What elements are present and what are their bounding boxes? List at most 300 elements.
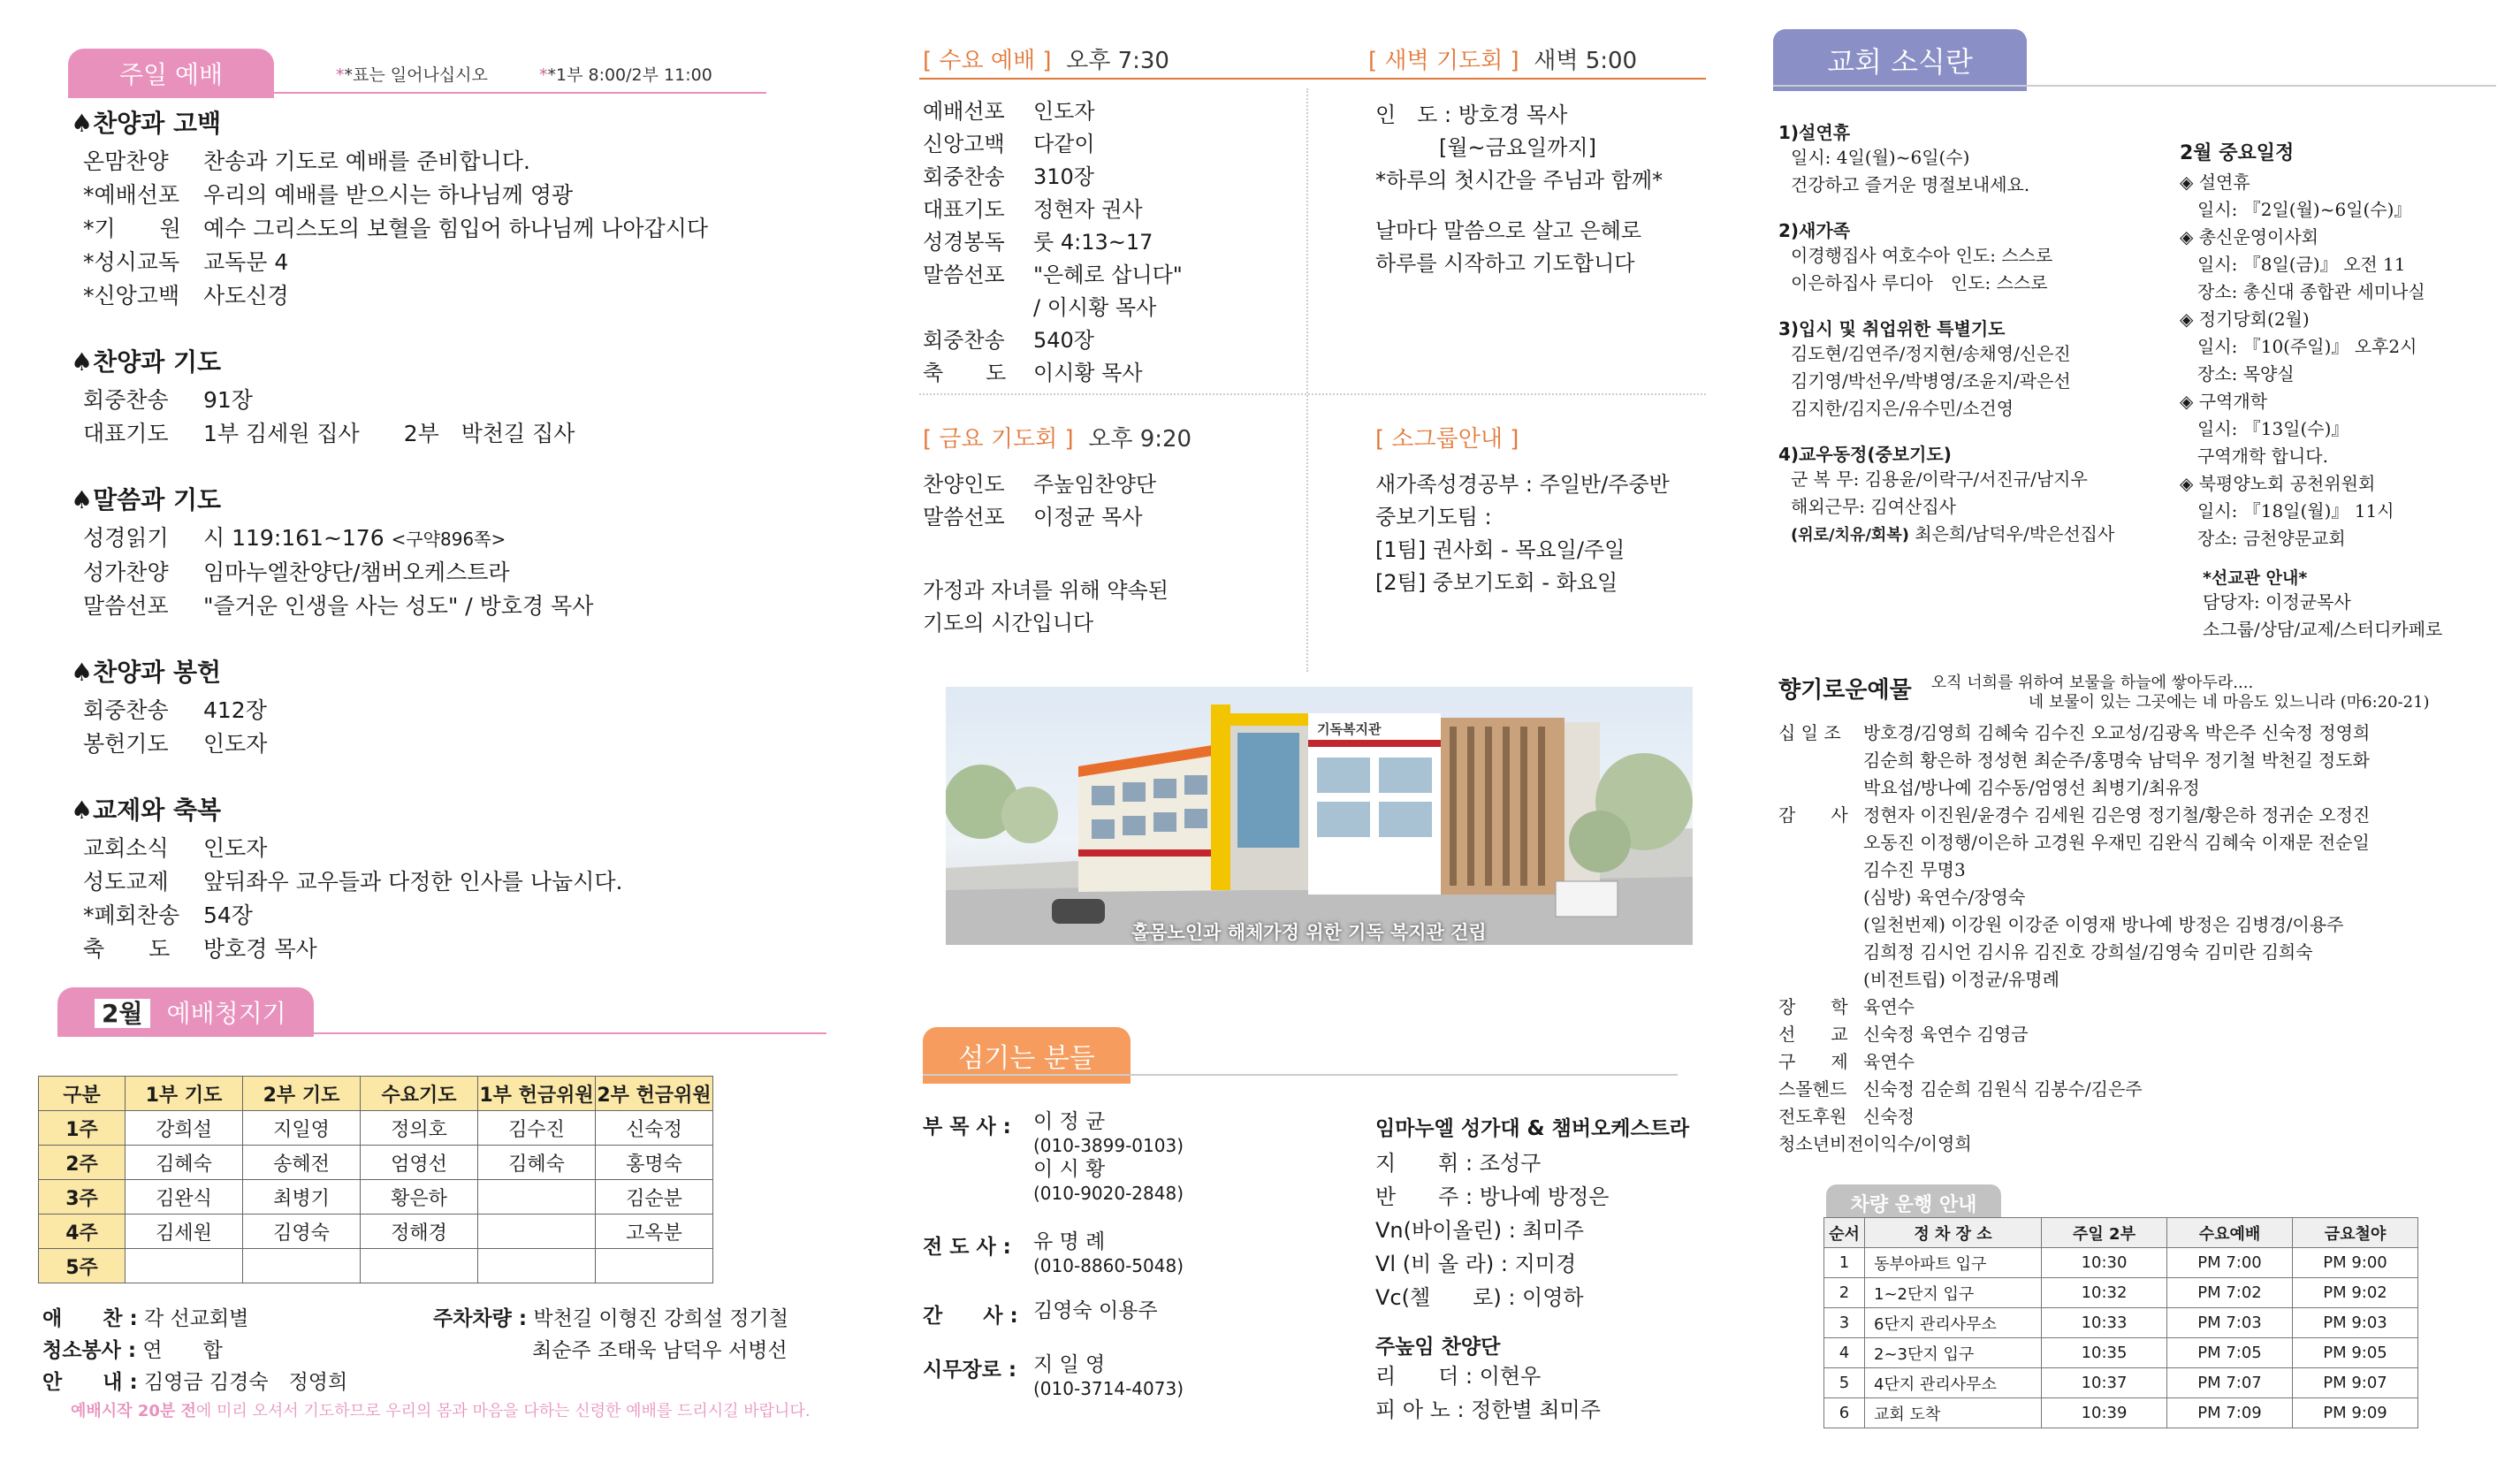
order-key: *성시교독	[83, 249, 180, 275]
bus-cell: 5	[1824, 1368, 1865, 1398]
table-header: 2부 기도	[243, 1077, 361, 1111]
table-row	[39, 1249, 713, 1283]
bus-cell: PM 7:09	[2167, 1398, 2293, 1428]
schedule-line: 일시: 『13일(수)』	[2180, 418, 2349, 439]
smallgroup-info	[1375, 468, 1670, 599]
order-value-text: 찬송과 기도로 예배를 준비합니다.	[203, 148, 530, 174]
order-value	[203, 384, 778, 417]
offering-value: 김순희 황은하 정성현 최순주/홍명숙 남덕우 정기철 박천길 정도화	[1863, 750, 2370, 771]
order-key: 말씀선포	[923, 505, 1005, 529]
offering-row	[1778, 884, 2512, 911]
bus-cell: 6	[1824, 1398, 1865, 1428]
news-line: 군 복 무: 김용윤/이락구/서진규/남지우	[1791, 468, 2088, 490]
staff-phone: (010-3899-0103)	[1033, 1135, 1184, 1156]
schedule-table	[38, 1076, 713, 1283]
offering-key: 장 학	[1778, 996, 1848, 1017]
order-value-text: 시 119:161~176	[203, 525, 384, 551]
order-key: 성경봉독	[923, 230, 1005, 255]
stand-note: **표는 일어나십시오	[336, 65, 488, 85]
offering-key: 스몰헨드	[1778, 1078, 1847, 1100]
section-title: ♠말씀과 기도	[71, 485, 222, 514]
order-row	[71, 279, 778, 313]
schedule-line: 장소: 총신대 종합관 세미나실	[2180, 281, 2425, 302]
order-row	[71, 212, 778, 246]
section-title: ♠교제와 축복	[71, 796, 222, 825]
dawn-info	[1375, 99, 1663, 280]
bottom-note	[71, 1398, 811, 1421]
offering-block	[1778, 672, 2512, 1158]
bus-header: 차량 운행 안내	[1826, 1184, 2001, 1222]
bus-row	[1824, 1368, 2418, 1398]
order-key: 대표기도	[923, 197, 1005, 222]
table-cell: 김영숙	[243, 1215, 361, 1249]
dawn-line: *하루의 첫시간을 주님과 함께*	[1375, 168, 1664, 193]
staff-list	[923, 1110, 1184, 1426]
offering-value: 신숙정	[1863, 1106, 1915, 1127]
order-row	[923, 194, 1183, 226]
staff-names	[1033, 1110, 1184, 1206]
sunday-service-header: 주일 예배	[68, 49, 274, 98]
table-cell: 지일영	[243, 1111, 361, 1146]
offering-value: (비전트립) 이정균/유명례	[1863, 969, 2059, 990]
bus-cell: PM 9:03	[2293, 1308, 2418, 1338]
order-key: 축 도	[923, 361, 1007, 385]
bus-header-cell: 정 차 장 소	[1865, 1218, 2042, 1248]
staff-role: 간 사 :	[923, 1305, 1018, 1328]
choir-line: 반 주 : 방나예 방정은	[1375, 1184, 1610, 1209]
offering-key: 십 일 조	[1778, 722, 1841, 743]
order-key: 교회소식	[83, 835, 169, 861]
news-title: 1)설연휴	[1778, 122, 1851, 143]
table-row	[39, 1180, 713, 1215]
order-row	[71, 522, 778, 556]
bus-cell: 1	[1824, 1248, 1865, 1278]
bus-cell: PM 9:00	[2293, 1248, 2418, 1278]
order-value-text: 사도신경	[203, 283, 289, 308]
table-cell: 신숙정	[596, 1111, 713, 1146]
order-value: / 이시황 목사	[1033, 295, 1157, 320]
section-title: ♠찬양과 봉헌	[71, 658, 222, 687]
table-cell	[596, 1249, 713, 1283]
month-label-tab	[57, 987, 314, 1037]
offering-row	[1778, 966, 2512, 994]
schedule-line: 구역개학 합니다.	[2180, 445, 2328, 467]
order-row	[923, 226, 1183, 259]
schedule-line: 일시: 『8일(금)』 오전 11	[2180, 254, 2406, 275]
news-header: 교회 소식란	[1773, 29, 2027, 91]
order-key: *예배선포	[83, 182, 180, 208]
news-text: 최은희/남덕우/박은선집사	[1908, 523, 2115, 544]
table-cell	[126, 1249, 243, 1283]
choir-line: Vc(첼 로) : 이영하	[1375, 1285, 1584, 1310]
order-key: 신앙고백	[923, 132, 1005, 156]
dawn-line: [월~금요일까지]	[1375, 135, 1596, 160]
table-cell: 김순분	[596, 1180, 713, 1215]
offering-value: 김수진 무명3	[1863, 859, 1966, 880]
news-bold: (위로/치유/회복)	[1791, 526, 1909, 544]
choir-line: Vl (비 올 라) : 지미경	[1375, 1252, 1577, 1276]
bus-cell: PM 7:05	[2167, 1338, 2293, 1368]
bus-header-cell: 금요철야	[2293, 1218, 2418, 1248]
offering-row	[1778, 747, 2512, 774]
offering-row	[1778, 1131, 2512, 1158]
offering-key	[1778, 884, 1863, 911]
order-row	[71, 865, 778, 899]
staff-name: 김영숙 이용주	[1033, 1299, 1158, 1322]
order-key: 축 도	[83, 936, 171, 962]
praise-line: 피 아 노 : 정한별 최미주	[1375, 1397, 1601, 1422]
bus-row	[1824, 1398, 2418, 1428]
order-row	[71, 727, 778, 761]
bus-cell: 동부아파트 입구	[1865, 1248, 2042, 1278]
smallgroup-line: [1팀] 권사회 - 목요일/주일	[1375, 537, 1625, 562]
dawn-line	[1375, 197, 1663, 215]
smallgroup-line: 새가족성경공부 : 주일반/주중반	[1375, 472, 1670, 497]
schedule-table-wrap	[38, 1076, 713, 1283]
order-value-text: 91장	[203, 387, 253, 413]
bus-cell: 교회 도착	[1865, 1398, 2042, 1428]
table-cell: 엄영선	[361, 1146, 478, 1180]
order-row	[923, 128, 1183, 161]
order-value	[203, 212, 778, 246]
bus-cell: PM 9:05	[2293, 1338, 2418, 1368]
dawn-line: 날마다 말씀으로 살고 은혜로	[1375, 218, 1642, 243]
bus-cell: 4	[1824, 1338, 1865, 1368]
order-key: 말씀선포	[83, 593, 169, 619]
order-key: *폐회찬송	[83, 902, 180, 928]
dawn-line: 인 도 : 방호경 목사	[1375, 103, 1568, 127]
order-value-text: 우리의 예배를 받으시는 하나님께 영광	[203, 182, 574, 208]
wed-order	[923, 95, 1183, 390]
role-key: 청소봉사 :	[42, 1339, 137, 1362]
bus-cell: 4단지 관리사무소	[1865, 1368, 2042, 1398]
offering-row	[1778, 720, 2512, 747]
order-value	[203, 246, 778, 279]
table-row	[39, 1215, 713, 1249]
order-key: *기 원	[83, 216, 181, 241]
table-row	[39, 1111, 713, 1146]
order-row	[71, 417, 778, 451]
order-value	[203, 933, 778, 966]
offering-key	[1778, 774, 1863, 802]
order-key: 대표기도	[83, 421, 169, 446]
offering-key: 선 교	[1778, 1024, 1848, 1045]
order-key: 성경읽기	[83, 525, 169, 551]
bus-row	[1824, 1248, 2418, 1278]
service-roles	[42, 1303, 347, 1398]
offering-key	[1778, 911, 1863, 939]
offering-key	[1778, 747, 1863, 774]
order-value-text: 교독문 4	[203, 249, 289, 275]
table-cell: 고옥분	[596, 1215, 713, 1249]
bus-cell: 10:35	[2042, 1338, 2167, 1368]
bus-cell: PM 9:07	[2293, 1368, 2418, 1398]
order-row	[71, 179, 778, 212]
schedule-line: ◈ 설연휴	[2180, 171, 2250, 193]
offering-row	[1778, 829, 2512, 857]
bus-cell: 10:32	[2042, 1278, 2167, 1308]
order-key	[923, 292, 1033, 324]
order-value: 310장	[1033, 164, 1094, 189]
offering-value: 신숙정 육연수 김영금	[1863, 1024, 2029, 1045]
order-value-text: 1부 김세원 집사 2부 박천길 집사	[203, 421, 575, 446]
bus-cell: 1~2단지 입구	[1865, 1278, 2042, 1308]
order-row	[71, 694, 778, 727]
order-value	[203, 694, 778, 727]
order-value-sub: <구약896쪽>	[391, 529, 506, 550]
bus-cell: 6단지 관리사무소	[1865, 1308, 2042, 1338]
staff-entry	[923, 1299, 1184, 1329]
offering-key: 구 제	[1778, 1051, 1848, 1072]
offering-value: 김희정 김시언 김시유 김진호 강희설/김영숙 김미란 김희숙	[1863, 941, 2313, 963]
order-value: 이정균 목사	[1033, 505, 1143, 529]
bus-row	[1824, 1278, 2418, 1308]
bus-cell: PM 7:00	[2167, 1248, 2293, 1278]
schedule-line: 일시: 『18일(월)』 11시	[2180, 500, 2394, 522]
table-header: 1부 기도	[126, 1077, 243, 1111]
order-row	[923, 324, 1183, 357]
staff-phone: (010-3714-4073)	[1033, 1378, 1184, 1399]
staff-names	[1033, 1230, 1184, 1278]
order-key: 회중찬송	[83, 387, 169, 413]
table-header: 수요기도	[361, 1077, 478, 1111]
parking-line-1: 박천길 이형진 강희설 정기철	[533, 1307, 788, 1330]
table-header: 1부 헌금위원	[478, 1077, 596, 1111]
order-value: 주높임찬양단	[1033, 472, 1157, 497]
praise-header: 주높임 찬양단	[1375, 1336, 1501, 1359]
order-value-text: 인도자	[203, 731, 268, 757]
role-row	[42, 1303, 347, 1335]
offering-key	[1778, 966, 1863, 994]
bus-cell: PM 9:02	[2293, 1278, 2418, 1308]
order-value: 다같이	[1033, 132, 1095, 156]
order-value	[203, 145, 778, 179]
bus-cell: PM 7:02	[2167, 1278, 2293, 1308]
staff-name: 이 시 황	[1033, 1158, 1106, 1181]
order-row	[923, 357, 1183, 390]
smallgroup-header: [ 소그룹안내 ]	[1375, 426, 1519, 453]
schedule-line: ◈ 북평양노회 공천위원회	[2180, 473, 2376, 494]
order-value	[203, 522, 778, 556]
role-value: 각 선교회별	[143, 1307, 249, 1330]
order-key: 봉헌기도	[83, 731, 169, 757]
table-cell: 김수진	[478, 1111, 596, 1146]
news-line: 이은하집사 루디아 인도: 스스로	[1791, 272, 2048, 293]
dawn-header: [ 새벽 기도회 ] 새벽 5:00	[1368, 48, 1638, 74]
bus-cell: 10:37	[2042, 1368, 2167, 1398]
order-value-text: 412장	[203, 697, 267, 723]
order-row	[71, 832, 778, 865]
news-line: 일시: 4일(월)~6일(수)	[1791, 147, 1970, 168]
bus-header-cell: 주일 2부	[2042, 1218, 2167, 1248]
schedule-line: 장소: 목양실	[2180, 363, 2295, 385]
order-key: 말씀선포	[923, 263, 1005, 287]
order-value	[203, 590, 778, 623]
bus-cell: 2	[1824, 1278, 1865, 1308]
order-row	[71, 899, 778, 933]
order-value-text: "즐거운 인생을 사는 성도" / 방호경 목사	[203, 593, 594, 619]
schedule-block	[2180, 138, 2516, 643]
order-value	[203, 899, 778, 933]
table-cell: 김완식	[126, 1180, 243, 1215]
choir-line: Vn(바이올린) : 최미주	[1375, 1218, 1584, 1243]
news-line: 이경행집사 여호수아 인도: 스스로	[1791, 245, 2053, 266]
bus-header-cell: 수요예배	[2167, 1218, 2293, 1248]
staff-name: 유 명 례	[1033, 1230, 1106, 1253]
news-line: 해외근무: 김여산집사	[1791, 496, 1956, 517]
news-title: 2)새가족	[1778, 220, 1851, 241]
news-line: 김기영/박선우/박병영/조윤지/곽은선	[1791, 370, 2071, 392]
schedule-line: 일시: 『10(주일)』 오후2시	[2180, 336, 2417, 357]
table-cell: 송혜전	[243, 1146, 361, 1180]
staff-entry	[923, 1230, 1184, 1278]
offering-value: 오동진 이정행/이은하 고경원 우재민 김완식 김혜숙 이재문 전순일	[1863, 832, 2370, 853]
order-key: 회중찬송	[923, 164, 1005, 189]
table-cell: 김세원	[126, 1215, 243, 1249]
order-value	[203, 417, 778, 451]
bus-cell: 10:39	[2042, 1398, 2167, 1428]
table-cell: 최병기	[243, 1180, 361, 1215]
building-sign: 기독복지관	[1317, 721, 1382, 737]
order-row	[923, 259, 1183, 292]
order-value-text: 임마누엘찬양단/챔버오케스트라	[203, 560, 510, 585]
staff-names	[1033, 1299, 1158, 1329]
news-line	[1778, 521, 2185, 549]
order-value: 540장	[1033, 328, 1094, 353]
offering-key	[1778, 829, 1863, 857]
offering-row	[1778, 1103, 2512, 1131]
building-svg	[946, 687, 1693, 945]
staff-names	[1033, 1353, 1184, 1401]
choir-header: 임마누엘 성가대 & 챔버오케스트라	[1375, 1117, 1690, 1140]
building-caption: 홀몸노인과 해체가정 위한 기독 복지관 건립	[1131, 922, 1487, 943]
table-cell	[478, 1180, 596, 1215]
table-cell	[361, 1249, 478, 1283]
table-cell	[243, 1249, 361, 1283]
offering-key: 청소년비전	[1778, 1133, 1864, 1154]
offering-value: 육연수	[1863, 996, 1915, 1017]
offering-row	[1778, 911, 2512, 939]
role-value: 김영금 김경숙 정영희	[143, 1371, 348, 1394]
bus-row	[1824, 1338, 2418, 1368]
order-key: 회중찬송	[923, 328, 1005, 353]
bus-cell: 10:33	[2042, 1308, 2167, 1338]
parking-label: 주차차량 :	[433, 1307, 528, 1330]
news-line: 김지한/김지은/유수민/소건영	[1791, 398, 2014, 419]
table-header: 구분	[39, 1077, 126, 1111]
bus-cell: 2~3단지 입구	[1865, 1338, 2042, 1368]
schedule-line: ◈ 정기당회(2월)	[2180, 308, 2310, 330]
offering-value: 박요섭/방나예 김수동/엄영선 최병기/최유정	[1863, 777, 2200, 798]
staff-role: 부 목 사 :	[923, 1116, 1011, 1138]
offering-value: (일천번제) 이강원 이강준 이영재 방나예 방정은 김병경/이용주	[1863, 914, 2344, 935]
order-row	[71, 246, 778, 279]
role-row	[42, 1335, 347, 1367]
table-cell: 4주	[39, 1215, 126, 1249]
fri-order	[923, 468, 1156, 534]
offering-value: 이익수/이영희	[1863, 1133, 1972, 1154]
order-key: *신앙고백	[83, 283, 180, 308]
order-row	[923, 161, 1183, 194]
order-row	[71, 590, 778, 623]
offering-value: 정현자 이진원/윤경수 김세원 김은영 정기철/황은하 정귀순 오정진	[1863, 804, 2371, 826]
role-value: 연 합	[142, 1339, 223, 1362]
bottom-note-strong: 예배시작 20분 전	[71, 1402, 196, 1420]
order-key: 온맘찬양	[83, 148, 169, 174]
schedule-line: 일시: 『2일(월)~6일(수)』	[2180, 199, 2412, 220]
table-cell: 김혜숙	[478, 1146, 596, 1180]
offering-value: 육연수	[1863, 1051, 1915, 1072]
order-value-text: 인도자	[203, 835, 268, 861]
order-value: 정현자 권사	[1033, 197, 1143, 222]
time-note: **1부 8:00/2부 11:00	[539, 65, 712, 85]
table-cell: 3주	[39, 1180, 126, 1215]
bus-cell: 3	[1824, 1308, 1865, 1338]
offering-row	[1778, 1076, 2512, 1103]
schedule-line: 장소: 금천양문교회	[2180, 528, 2346, 549]
staff-role: 시무장로 :	[923, 1359, 1017, 1382]
offering-verse-2: 네 보물이 있는 그곳에는 네 마음도 있느니라 (마6:20-21)	[2028, 693, 2430, 712]
order-value	[203, 832, 778, 865]
order-row	[71, 933, 778, 966]
order-value: 룻 4:13~17	[1033, 230, 1153, 255]
month-label: 2월	[95, 999, 150, 1028]
order-value	[203, 279, 778, 313]
order-row	[923, 501, 1156, 534]
offering-row	[1778, 802, 2512, 829]
order-row	[923, 292, 1183, 324]
parking	[433, 1303, 788, 1367]
section-title: ♠찬양과 기도	[71, 347, 222, 377]
choir-block	[1375, 1112, 1689, 1427]
bus-table-wrap	[1823, 1217, 2418, 1428]
bottom-note-rest: 에 미리 오셔서 기도하므로 우리의 몸과 마음을 다하는 신령한 예배를 드리시길 바랍니다.	[195, 1402, 811, 1420]
table-cell: 김혜숙	[126, 1146, 243, 1180]
order-value	[203, 179, 778, 212]
table-cell: 강희설	[126, 1111, 243, 1146]
fri-note: 가정과 자녀를 위해 약속된 기도의 시간입니다	[923, 578, 1169, 636]
role-key: 애 찬 :	[42, 1307, 138, 1330]
choir-line: 지 휘 : 조성구	[1375, 1151, 1542, 1176]
order-value: 인도자	[1033, 99, 1095, 124]
mission-line: 담당자: 이정균목사	[2203, 591, 2351, 613]
staff-entry	[923, 1110, 1184, 1206]
table-cell: 황은하	[361, 1180, 478, 1215]
table-row	[39, 1146, 713, 1180]
staff-header: 섬기는 분들	[923, 1027, 1131, 1084]
staff-phone: (010-8860-5048)	[1033, 1255, 1184, 1276]
order-row	[71, 384, 778, 417]
offering-row	[1778, 857, 2512, 884]
fri-header: [ 금요 기도회 ] 오후 9:20	[923, 426, 1192, 453]
offering-header: 향기로운예물	[1778, 677, 1912, 704]
table-cell: 1주	[39, 1111, 126, 1146]
staff-name: 이 정 균	[1033, 1110, 1106, 1133]
table-cell: 정해경	[361, 1215, 478, 1249]
order-row	[71, 556, 778, 590]
order-key: 찬양인도	[923, 472, 1005, 497]
bus-table	[1823, 1217, 2418, 1428]
staff-role: 전 도 사 :	[923, 1236, 1011, 1259]
order-value: 이시황 목사	[1033, 361, 1143, 385]
staff-phone: (010-9020-2848)	[1033, 1183, 1184, 1204]
table-cell	[478, 1249, 596, 1283]
news-line: 김도현/김연주/정지현/송채영/신은진	[1791, 343, 2071, 364]
bus-cell: PM 7:03	[2167, 1308, 2293, 1338]
order-value-text: 54장	[203, 902, 253, 928]
bus-header-cell: 순서	[1824, 1218, 1865, 1248]
staff-name: 지 일 영	[1033, 1353, 1106, 1376]
